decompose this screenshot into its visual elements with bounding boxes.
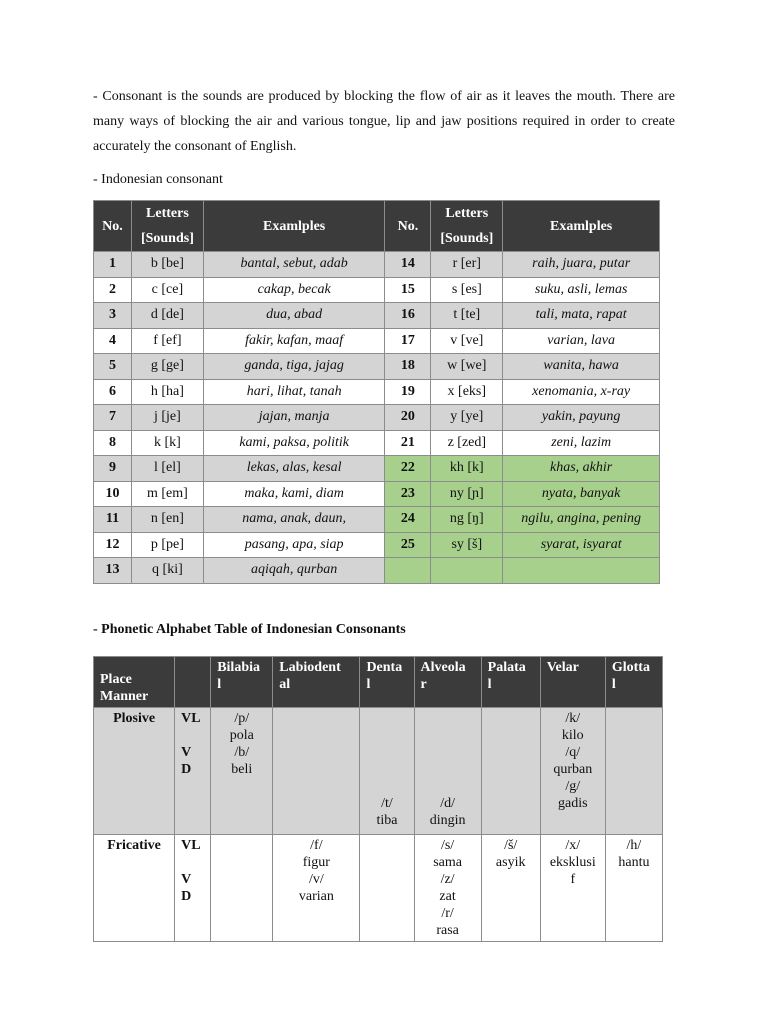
letter-sound: ng [ŋ] bbox=[431, 507, 503, 533]
row-number: 25 bbox=[385, 532, 431, 558]
letter-sound: j [je] bbox=[131, 405, 203, 431]
cell-glottal bbox=[605, 708, 662, 835]
section-heading-indonesian-consonant: - Indonesian consonant bbox=[93, 172, 223, 187]
cell-dental: /t/ tiba bbox=[360, 708, 414, 835]
row-number: 7 bbox=[94, 405, 132, 431]
letter-sound: q [ki] bbox=[131, 558, 203, 584]
row-number: 6 bbox=[94, 379, 132, 405]
indonesian-consonant-table bbox=[93, 200, 660, 584]
examples: kami, paksa, politik bbox=[203, 430, 385, 456]
letter-sound: b [be] bbox=[131, 252, 203, 278]
letter-sound: w [we] bbox=[431, 354, 503, 380]
examples: jajan, manja bbox=[203, 405, 385, 431]
examples: cakap, becak bbox=[203, 277, 385, 303]
header-glottal: Glotta l bbox=[605, 657, 662, 708]
table-row bbox=[94, 430, 660, 456]
voicing-label: VL V D bbox=[175, 835, 211, 942]
row-number: 17 bbox=[385, 328, 431, 354]
row-number: 12 bbox=[94, 532, 132, 558]
cell-dental bbox=[360, 835, 414, 942]
table-row bbox=[94, 481, 660, 507]
row-number: 19 bbox=[385, 379, 431, 405]
header-alveolar: Alveola r bbox=[414, 657, 481, 708]
letter-sound: kh [k] bbox=[431, 456, 503, 482]
examples: aqiqah, qurban bbox=[203, 558, 385, 584]
table-row bbox=[94, 252, 660, 278]
row-number: 11 bbox=[94, 507, 132, 533]
letter-sound: z [zed] bbox=[431, 430, 503, 456]
examples: xenomania, x-ray bbox=[503, 379, 660, 405]
row-number: 1 bbox=[94, 252, 132, 278]
table-row bbox=[94, 456, 660, 482]
examples: ngilu, angina, pening bbox=[503, 507, 660, 533]
examples bbox=[503, 558, 660, 584]
row-number: 8 bbox=[94, 430, 132, 456]
examples: tali, mata, rapat bbox=[503, 303, 660, 329]
letter-sound: g [ge] bbox=[131, 354, 203, 380]
header-place-manner: Place Manner bbox=[94, 657, 175, 708]
table-row bbox=[94, 303, 660, 329]
letter-sound: sy [š] bbox=[431, 532, 503, 558]
letter-sound: t [te] bbox=[431, 303, 503, 329]
table-row bbox=[94, 558, 660, 584]
letter-sound: c [ce] bbox=[131, 277, 203, 303]
voicing-label: VL V D bbox=[175, 708, 211, 835]
cell-alveolar: /s/ sama /z/ zat /r/ rasa bbox=[414, 835, 481, 942]
row-number: 21 bbox=[385, 430, 431, 456]
examples: ganda, tiga, jajag bbox=[203, 354, 385, 380]
examples: bantal, sebut, adab bbox=[203, 252, 385, 278]
letter-sound: k [k] bbox=[131, 430, 203, 456]
letter-sound: m [em] bbox=[131, 481, 203, 507]
row-number: 20 bbox=[385, 405, 431, 431]
letter-sound: v [ve] bbox=[431, 328, 503, 354]
letter-sound: l [el] bbox=[131, 456, 203, 482]
cell-labiodental: /f/ figur /v/ varian bbox=[273, 835, 360, 942]
letter-sound: f [ef] bbox=[131, 328, 203, 354]
examples: pasang, apa, siap bbox=[203, 532, 385, 558]
row-number: 14 bbox=[385, 252, 431, 278]
cell-velar: /x/ eksklusi f bbox=[540, 835, 605, 942]
header-letters: Letters [Sounds] bbox=[431, 201, 503, 252]
letter-sound bbox=[431, 558, 503, 584]
header-examples: Examlples bbox=[203, 201, 385, 252]
header-labiodental: Labiodent al bbox=[273, 657, 360, 708]
row-number: 5 bbox=[94, 354, 132, 380]
header-examples: Examlples bbox=[503, 201, 660, 252]
letter-sound: n [en] bbox=[131, 507, 203, 533]
table-row-fricative bbox=[94, 835, 663, 942]
examples: lekas, alas, kesal bbox=[203, 456, 385, 482]
table-row bbox=[94, 507, 660, 533]
table-row bbox=[94, 277, 660, 303]
row-number: 23 bbox=[385, 481, 431, 507]
letter-sound: s [es] bbox=[431, 277, 503, 303]
manner-label: Fricative bbox=[94, 835, 175, 942]
cell-velar: /k/ kilo /q/ qurban /g/ gadis bbox=[540, 708, 605, 835]
header-bilabial: Bilabia l bbox=[211, 657, 273, 708]
row-number: 18 bbox=[385, 354, 431, 380]
header-letters: Letters [Sounds] bbox=[131, 201, 203, 252]
table-row bbox=[94, 405, 660, 431]
row-number: 10 bbox=[94, 481, 132, 507]
header-palatal: Palata l bbox=[481, 657, 540, 708]
examples: nyata, banyak bbox=[503, 481, 660, 507]
cell-bilabial bbox=[211, 835, 273, 942]
header-no: No. bbox=[94, 201, 132, 252]
letter-sound: d [de] bbox=[131, 303, 203, 329]
examples: varian, lava bbox=[503, 328, 660, 354]
examples: syarat, isyarat bbox=[503, 532, 660, 558]
examples: zeni, lazim bbox=[503, 430, 660, 456]
table-row-plosive bbox=[94, 708, 663, 835]
examples: hari, lihat, tanah bbox=[203, 379, 385, 405]
cell-palatal: /š/ asyik bbox=[481, 835, 540, 942]
letter-sound: h [ha] bbox=[131, 379, 203, 405]
cell-bilabial: /p/ pola /b/ beli bbox=[211, 708, 273, 835]
table-row bbox=[94, 354, 660, 380]
row-number: 24 bbox=[385, 507, 431, 533]
letter-sound: x [eks] bbox=[431, 379, 503, 405]
examples: nama, anak, daun, bbox=[203, 507, 385, 533]
cell-labiodental bbox=[273, 708, 360, 835]
examples: dua, abad bbox=[203, 303, 385, 329]
row-number: 4 bbox=[94, 328, 132, 354]
letter-sound: ny [ɲ] bbox=[431, 481, 503, 507]
section-heading-phonetic: - Phonetic Alphabet Table of Indonesian Consonants bbox=[93, 622, 406, 637]
cell-alveolar: /d/ dingin bbox=[414, 708, 481, 835]
header-no: No. bbox=[385, 201, 431, 252]
intro-paragraph: - Consonant is the sounds are produced by blocking the flow of air as it leaves the mouth. There are many ways of blocking the air and various tongue, lip and jaw positions required in order to create accurately the consonant of English. bbox=[93, 89, 675, 154]
examples: wanita, hawa bbox=[503, 354, 660, 380]
row-number bbox=[385, 558, 431, 584]
row-number: 9 bbox=[94, 456, 132, 482]
examples: fakir, kafan, maaf bbox=[203, 328, 385, 354]
row-number: 3 bbox=[94, 303, 132, 329]
cell-palatal bbox=[481, 708, 540, 835]
row-number: 2 bbox=[94, 277, 132, 303]
table-row bbox=[94, 379, 660, 405]
letter-sound: y [ye] bbox=[431, 405, 503, 431]
examples: raih, juara, putar bbox=[503, 252, 660, 278]
row-number: 13 bbox=[94, 558, 132, 584]
header-velar: Velar bbox=[540, 657, 605, 708]
letter-sound: p [pe] bbox=[131, 532, 203, 558]
row-number: 15 bbox=[385, 277, 431, 303]
phonetic-alphabet-table bbox=[93, 656, 663, 942]
header-dental: Denta l bbox=[360, 657, 414, 708]
letter-sound: r [er] bbox=[431, 252, 503, 278]
manner-label: Plosive bbox=[94, 708, 175, 835]
table-row bbox=[94, 532, 660, 558]
header-voicing bbox=[175, 657, 211, 708]
examples: khas, akhir bbox=[503, 456, 660, 482]
examples: maka, kami, diam bbox=[203, 481, 385, 507]
row-number: 16 bbox=[385, 303, 431, 329]
table-row bbox=[94, 328, 660, 354]
examples: suku, asli, lemas bbox=[503, 277, 660, 303]
row-number: 22 bbox=[385, 456, 431, 482]
examples: yakin, payung bbox=[503, 405, 660, 431]
cell-glottal: /h/ hantu bbox=[605, 835, 662, 942]
